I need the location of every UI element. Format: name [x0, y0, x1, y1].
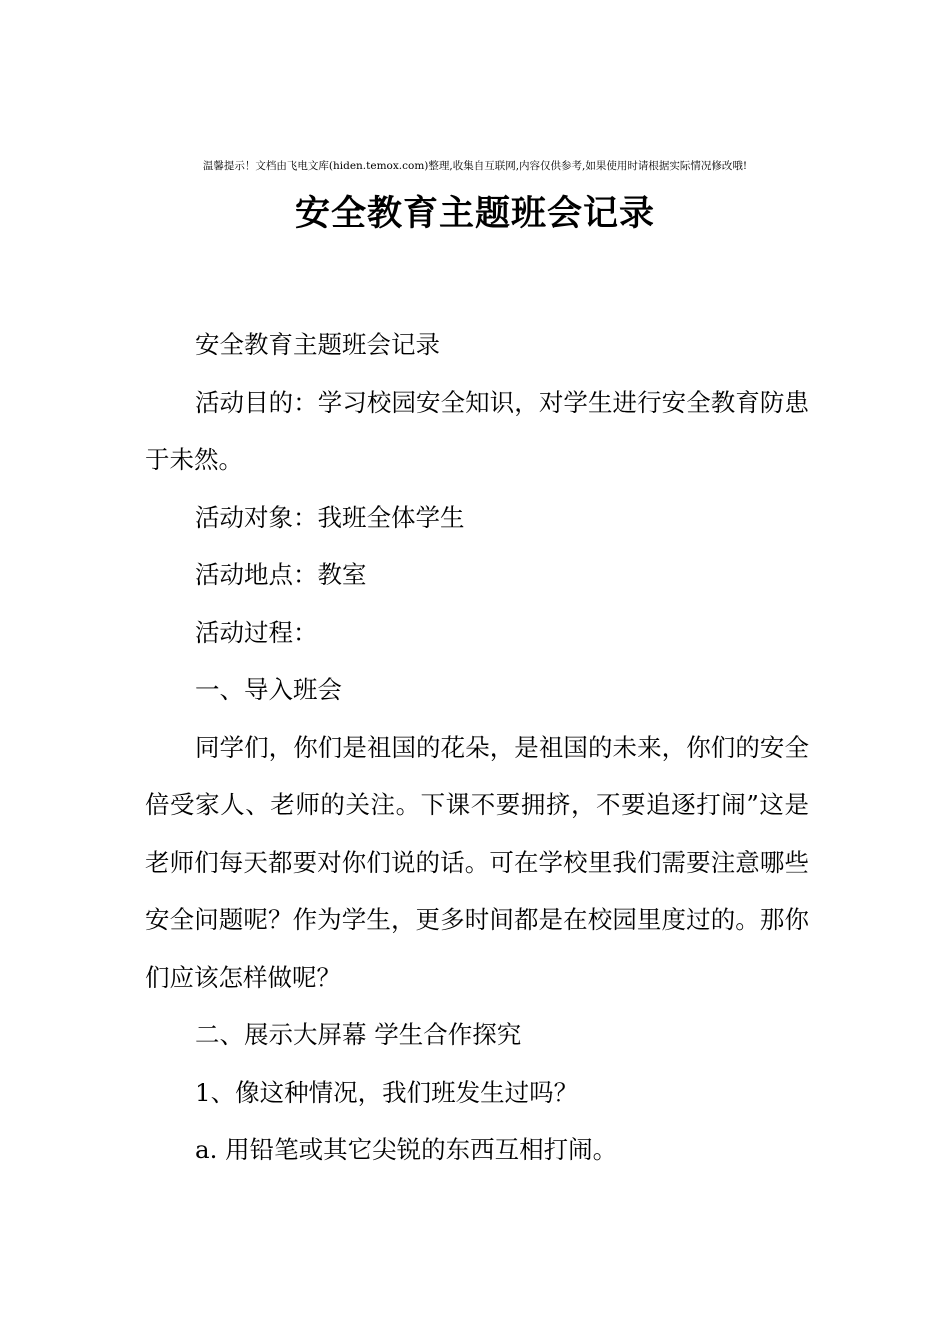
paragraph-location: 活动地点：教室 — [195, 560, 367, 589]
paragraph-item-a: a. 用铅笔或其它尖锐的东西互相打闹。 — [195, 1135, 618, 1164]
paragraph-process: 活动过程： — [195, 617, 318, 647]
source-notice: 温馨提示！文档由飞电文库(hiden.temox.com)整理,收集自互联网,内容仅供参考,如果使用时请根据实际情况修改哦! — [202, 160, 748, 172]
document-body — [145, 316, 809, 1179]
paragraph-section-one: 一、导入班会 — [195, 675, 342, 704]
paragraph-audience: 活动对象：我班全体学生 — [195, 502, 465, 532]
paragraph-intro-text: 同学们，你们是祖国的花朵，是祖国的未来，你们的安全倍受家人、老师的关注。下课不要拥挤，不要追逐打闹”这是老师们每天都要对你们说的话。可在学校里我们需要注意哪些安全问题呢？作为学生，更多时间都是在校园里度过的。那你们应该怎样做呢？ — [145, 732, 809, 992]
paragraph-question-one: 1、像这种情况，我们班发生过吗？ — [195, 1077, 579, 1107]
document-title: 安全教育主题班会记录 — [294, 193, 655, 234]
paragraph-heading: 安全教育主题班会记录 — [195, 330, 440, 359]
paragraph-purpose: 活动目的：学习校园安全知识，对学生进行安全教育防患于未然。 — [145, 387, 809, 474]
paragraph-section-two: 二、展示大屏幕 学生合作探究 — [195, 1020, 522, 1049]
